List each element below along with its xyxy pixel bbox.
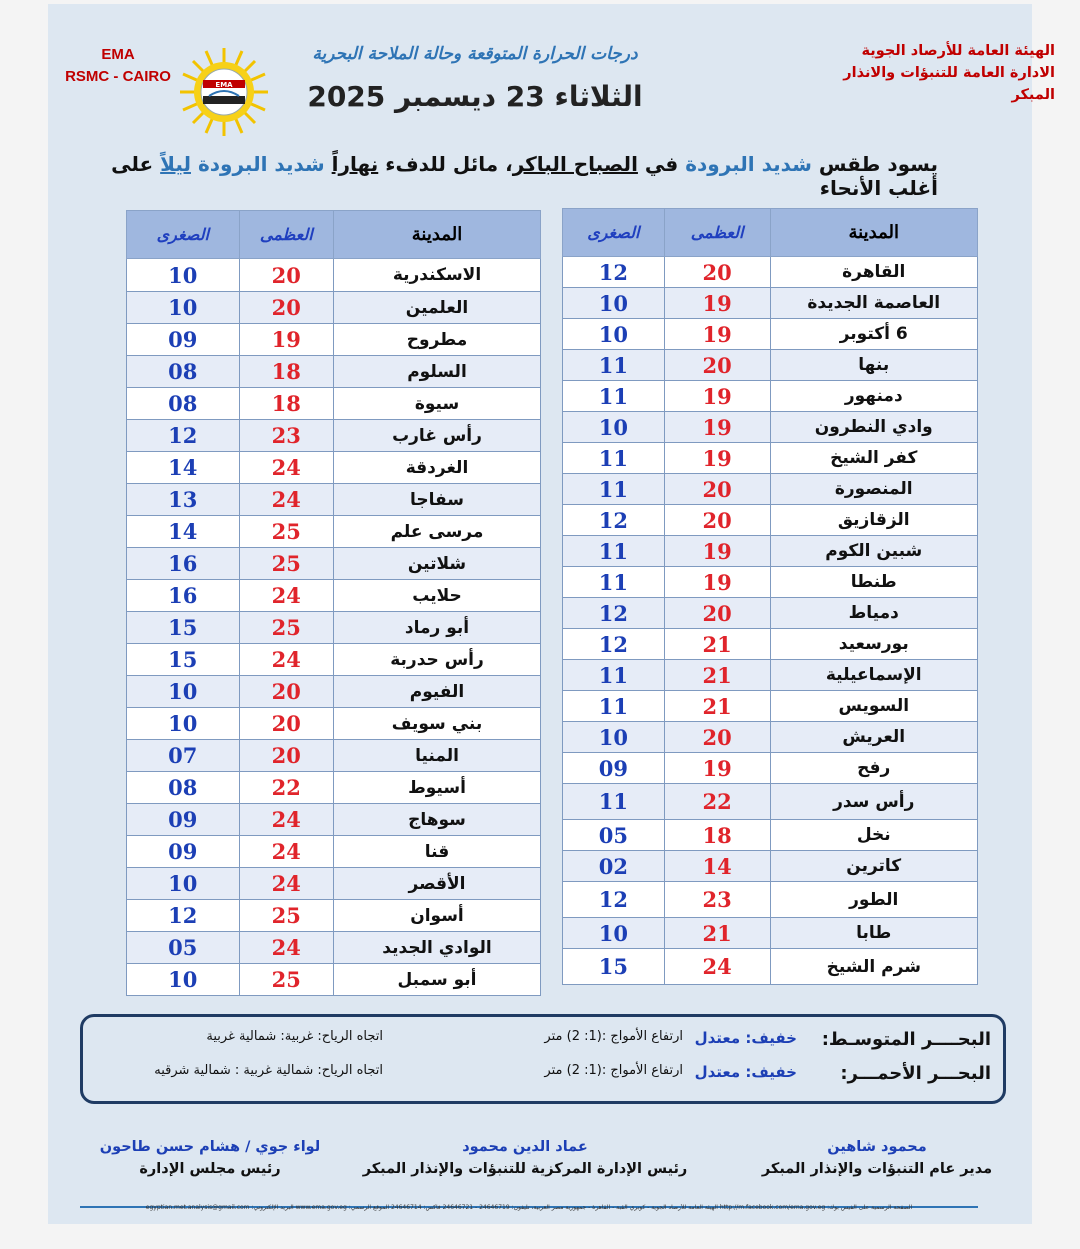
table-row: [563, 505, 978, 536]
sea-row-mediterranean: [83, 1029, 1003, 1057]
city-cell: وادي النطرون: [770, 412, 978, 443]
max-temp-cell: 21: [664, 629, 770, 660]
table-row: [563, 882, 978, 918]
table-row: [563, 722, 978, 753]
min-temp-cell: 10: [563, 412, 665, 443]
table-row: [127, 708, 541, 740]
summary-highlight: ليلاً: [160, 152, 191, 176]
city-cell: الطور: [770, 882, 978, 918]
max-temp-cell: 24: [239, 804, 333, 836]
max-temp-cell: 21: [664, 660, 770, 691]
table-row: [563, 753, 978, 784]
weather-summary: [58, 152, 938, 200]
min-temp-cell: 11: [563, 350, 665, 381]
agency-name: الهيئة العامة للأرصاد الجوية: [861, 43, 1055, 59]
table-row: [563, 443, 978, 474]
city-cell: مطروح: [334, 324, 541, 356]
table-body: [127, 259, 541, 996]
table-row: [127, 516, 541, 548]
table-row: [127, 292, 541, 324]
min-temp-cell: 11: [563, 691, 665, 722]
signatory-name: محمود شاهين: [827, 1139, 927, 1155]
min-temp-cell: 11: [563, 567, 665, 598]
city-cell: شبين الكوم: [770, 536, 978, 567]
min-temp-cell: 08: [127, 772, 240, 804]
table-row: [127, 676, 541, 708]
min-temp-cell: 16: [127, 580, 240, 612]
max-temp-cell: 20: [664, 474, 770, 505]
max-temp-cell: 19: [664, 288, 770, 319]
min-temp-cell: 07: [127, 740, 240, 772]
forecast-date: الثلاثاء 23 ديسمبر 2025: [307, 80, 643, 113]
max-temp-cell: 20: [664, 505, 770, 536]
city-cell: السويس: [770, 691, 978, 722]
min-temp-cell: 11: [563, 443, 665, 474]
table-body: [563, 257, 978, 985]
city-cell: أبو سمبل: [334, 964, 541, 996]
city-cell: قنا: [334, 836, 541, 868]
max-temp-cell: 19: [664, 567, 770, 598]
min-temp-cell: 10: [127, 964, 240, 996]
sea-state-value: معتدل: [694, 1063, 741, 1081]
city-cell: بورسعيد: [770, 629, 978, 660]
table-row: [127, 740, 541, 772]
min-temp-cell: 12: [563, 629, 665, 660]
min-temp-cell: 10: [563, 918, 665, 949]
table-row: [563, 350, 978, 381]
signatory-role: رئيس الإدارة المركزية للتنبؤات والإنذار المبكر: [362, 1161, 688, 1177]
wind-direction: اتجاه الرياح: شمالية غربية : شمالية شرقيه: [154, 1063, 383, 1078]
min-temp-cell: 12: [127, 420, 240, 452]
city-cell: المنصورة: [770, 474, 978, 505]
city-cell: نخل: [770, 820, 978, 851]
temperature-table-left: [126, 210, 541, 996]
city-cell: القاهرة: [770, 257, 978, 288]
min-temp-cell: 08: [127, 388, 240, 420]
city-cell: 6 أكتوبر: [770, 319, 978, 350]
city-cell: بنها: [770, 350, 978, 381]
city-cell: الوادي الجديد: [334, 932, 541, 964]
max-header: العظمى: [239, 211, 333, 259]
signatory-role: رئيس مجلس الإدارة: [139, 1161, 281, 1177]
max-temp-cell: 23: [664, 882, 770, 918]
min-temp-cell: 12: [563, 257, 665, 288]
max-temp-cell: 24: [239, 932, 333, 964]
city-cell: بني سويف: [334, 708, 541, 740]
min-temp-cell: 11: [563, 536, 665, 567]
max-temp-cell: 25: [239, 612, 333, 644]
table-row: [563, 412, 978, 443]
rsmc-label: RSMC - CAIRO: [65, 68, 171, 85]
max-temp-cell: 24: [239, 580, 333, 612]
city-cell: حلايب: [334, 580, 541, 612]
min-temp-cell: 09: [127, 804, 240, 836]
max-temp-cell: 24: [239, 836, 333, 868]
table-row: [127, 356, 541, 388]
table-row: [563, 381, 978, 412]
max-temp-cell: 23: [239, 420, 333, 452]
city-cell: طنطا: [770, 567, 978, 598]
table-row: [127, 580, 541, 612]
max-temp-cell: 24: [239, 452, 333, 484]
max-temp-cell: 24: [664, 949, 770, 985]
max-temp-cell: 19: [664, 319, 770, 350]
city-cell: سفاجا: [334, 484, 541, 516]
city-cell: سيوة: [334, 388, 541, 420]
max-temp-cell: 19: [664, 381, 770, 412]
summary-text: ، مائل للدفء: [378, 152, 513, 176]
table-row: [127, 836, 541, 868]
max-temp-cell: 24: [239, 868, 333, 900]
sea-state: [695, 1029, 797, 1047]
table-row: [563, 918, 978, 949]
city-cell: رأس سدر: [770, 784, 978, 820]
table-row: [563, 784, 978, 820]
document-title: درجات الحرارة المتوقعة وحالة الملاحة البحرية: [312, 44, 638, 64]
signature-block: [90, 1136, 330, 1180]
signatory-name: عماد الدين محمود: [462, 1139, 588, 1155]
city-cell: الفيوم: [334, 676, 541, 708]
summary-text: [191, 152, 198, 176]
max-temp-cell: 18: [239, 356, 333, 388]
min-temp-cell: 14: [127, 516, 240, 548]
min-temp-cell: 10: [127, 708, 240, 740]
max-temp-cell: 20: [664, 598, 770, 629]
table-row: [127, 259, 541, 292]
city-cell: المنيا: [334, 740, 541, 772]
summary-text: يسود طقس: [811, 152, 938, 176]
max-temp-cell: 22: [239, 772, 333, 804]
max-temp-cell: 19: [664, 443, 770, 474]
city-cell: أبو رماد: [334, 612, 541, 644]
table-row: [127, 772, 541, 804]
table-row: [127, 964, 541, 996]
max-temp-cell: 19: [664, 753, 770, 784]
city-cell: الأقصر: [334, 868, 541, 900]
min-header: الصغرى: [127, 211, 240, 259]
min-temp-cell: 12: [563, 882, 665, 918]
wave-height: ارتفاع الأمواج :(1: 2) متر: [544, 1029, 683, 1044]
city-cell: كفر الشيخ: [770, 443, 978, 474]
min-header: الصغرى: [563, 209, 665, 257]
max-temp-cell: 25: [239, 516, 333, 548]
city-cell: سوهاج: [334, 804, 541, 836]
city-cell: الزقازيق: [770, 505, 978, 536]
table-row: [563, 949, 978, 985]
min-temp-cell: 13: [127, 484, 240, 516]
svg-text:EMA: EMA: [215, 81, 233, 89]
min-temp-cell: 10: [127, 259, 240, 292]
max-temp-cell: 24: [239, 484, 333, 516]
min-temp-cell: 11: [563, 474, 665, 505]
signatory-role: مدير عام التنبؤات والإنذار المبكر: [761, 1161, 993, 1177]
max-temp-cell: 21: [664, 918, 770, 949]
min-temp-cell: 05: [127, 932, 240, 964]
table-row: [563, 660, 978, 691]
min-temp-cell: 09: [127, 836, 240, 868]
summary-underlined: نهاراً: [331, 152, 379, 176]
table-row: [127, 452, 541, 484]
signature-block: [360, 1136, 690, 1180]
max-temp-cell: 18: [239, 388, 333, 420]
max-header: العظمى: [664, 209, 770, 257]
min-temp-cell: 10: [127, 868, 240, 900]
ema-logo: [176, 44, 272, 140]
min-temp-cell: 10: [563, 288, 665, 319]
max-temp-cell: 20: [239, 740, 333, 772]
summary-text: [325, 152, 332, 176]
summary-text: في: [637, 152, 686, 176]
min-temp-cell: 11: [563, 660, 665, 691]
min-temp-cell: 11: [563, 381, 665, 412]
footer-contact-info: الصفحة الرسمية على الفيس بوك: http://m.facebook.com/ema.gov.eg الهيئة العامة للأرصاد الجوية - كوبري القبة - القاهرة - جمهورية مصر العربية، تليفون: 24646719 - 24646721 فاكس: 24646714 الموقع الرسمي: www.ema.gov.eg البريد الإلكتروني: egyptian.met.analysis@gmail.com: [145, 1204, 913, 1211]
city-cell: أسوان: [334, 900, 541, 932]
max-temp-cell: 19: [664, 536, 770, 567]
agency-arabic-header: [795, 40, 1055, 106]
city-header: المدينة: [334, 211, 541, 259]
max-temp-cell: 20: [664, 350, 770, 381]
summary-highlight: شديد البرودة: [685, 152, 812, 176]
table-row: [127, 932, 541, 964]
min-temp-cell: 05: [563, 820, 665, 851]
city-cell: كاترين: [770, 851, 978, 882]
city-cell: الإسماعيلية: [770, 660, 978, 691]
min-temp-cell: 12: [127, 900, 240, 932]
table-row: [563, 319, 978, 350]
max-temp-cell: 21: [664, 691, 770, 722]
city-cell: دمنهور: [770, 381, 978, 412]
table-row: [563, 567, 978, 598]
city-cell: رأس غارب: [334, 420, 541, 452]
city-cell: العريش: [770, 722, 978, 753]
wind-direction: اتجاه الرياح: غربية: شمالية غربية: [206, 1029, 383, 1044]
table-row: [127, 900, 541, 932]
table-row: [127, 868, 541, 900]
min-temp-cell: 16: [127, 548, 240, 580]
min-temp-cell: 12: [563, 505, 665, 536]
max-temp-cell: 20: [239, 676, 333, 708]
summary-text: على أغلب الأنحاء: [111, 152, 938, 200]
summary-highlight: شديد البرودة: [197, 152, 325, 176]
max-temp-cell: 14: [664, 851, 770, 882]
city-cell: مرسى علم: [334, 516, 541, 548]
min-temp-cell: 15: [127, 644, 240, 676]
min-temp-cell: 10: [127, 292, 240, 324]
signatory-name: لواء جوي / هشام حسن طاحون: [99, 1139, 321, 1155]
city-cell: رفح: [770, 753, 978, 784]
table-row: [563, 474, 978, 505]
table-row: [563, 257, 978, 288]
min-temp-cell: 10: [563, 722, 665, 753]
min-temp-cell: 08: [127, 356, 240, 388]
temperature-table-right: [562, 208, 978, 985]
city-cell: طابا: [770, 918, 978, 949]
max-temp-cell: 22: [664, 784, 770, 820]
min-temp-cell: 15: [563, 949, 665, 985]
table-row: [127, 644, 541, 676]
table-row: [127, 612, 541, 644]
min-temp-cell: 09: [127, 324, 240, 356]
table-row: [127, 804, 541, 836]
table-row: [563, 536, 978, 567]
table-row: [127, 420, 541, 452]
wave-height: ارتفاع الأمواج :(1: 2) متر: [544, 1063, 683, 1078]
max-temp-cell: 20: [239, 292, 333, 324]
max-temp-cell: 20: [239, 708, 333, 740]
sea-row-red: [83, 1063, 1003, 1091]
sea-state-label: خفيف:: [740, 1063, 797, 1081]
department-name: الادارة العامة للتنبؤات والانذار المبكر: [843, 65, 1055, 103]
max-temp-cell: 25: [239, 964, 333, 996]
city-cell: شلاتين: [334, 548, 541, 580]
min-temp-cell: 10: [563, 319, 665, 350]
table-row: [563, 288, 978, 319]
min-temp-cell: 15: [127, 612, 240, 644]
table-row: [563, 691, 978, 722]
city-cell: أسيوط: [334, 772, 541, 804]
max-temp-cell: 18: [664, 820, 770, 851]
table-row: [127, 548, 541, 580]
table-row: [127, 484, 541, 516]
summary-underlined: الصباح الباكر: [512, 152, 638, 176]
city-cell: شرم الشيخ: [770, 949, 978, 985]
max-temp-cell: 19: [239, 324, 333, 356]
city-cell: الاسكندرية: [334, 259, 541, 292]
min-temp-cell: 09: [563, 753, 665, 784]
min-temp-cell: 14: [127, 452, 240, 484]
city-cell: السلوم: [334, 356, 541, 388]
table-row: [563, 629, 978, 660]
ema-english-header: [58, 44, 178, 88]
max-temp-cell: 19: [664, 412, 770, 443]
city-cell: الغردقة: [334, 452, 541, 484]
signature-block: [752, 1136, 1002, 1180]
city-header: المدينة: [770, 209, 978, 257]
min-temp-cell: 02: [563, 851, 665, 882]
city-cell: رأس حدربة: [334, 644, 541, 676]
table-row: [127, 388, 541, 420]
min-temp-cell: 12: [563, 598, 665, 629]
max-temp-cell: 20: [239, 259, 333, 292]
city-cell: دمياط: [770, 598, 978, 629]
min-temp-cell: 10: [127, 676, 240, 708]
min-temp-cell: 11: [563, 784, 665, 820]
table-row: [127, 324, 541, 356]
sea-conditions-box: [80, 1014, 1006, 1104]
max-temp-cell: 20: [664, 722, 770, 753]
sea-name: البحــــر المتوسـط:: [821, 1029, 991, 1050]
max-temp-cell: 24: [239, 644, 333, 676]
sea-state: [695, 1063, 797, 1081]
max-temp-cell: 20: [664, 257, 770, 288]
table-row: [563, 851, 978, 882]
max-temp-cell: 25: [239, 548, 333, 580]
ema-label: EMA: [101, 46, 135, 63]
city-cell: العلمين: [334, 292, 541, 324]
city-cell: العاصمة الجديدة: [770, 288, 978, 319]
sea-name: البحـــر الأحمـــر:: [840, 1063, 991, 1084]
sea-state-label: خفيف:: [740, 1029, 797, 1047]
sea-state-value: معتدل: [694, 1029, 741, 1047]
table-row: [563, 820, 978, 851]
table-row: [563, 598, 978, 629]
max-temp-cell: 25: [239, 900, 333, 932]
